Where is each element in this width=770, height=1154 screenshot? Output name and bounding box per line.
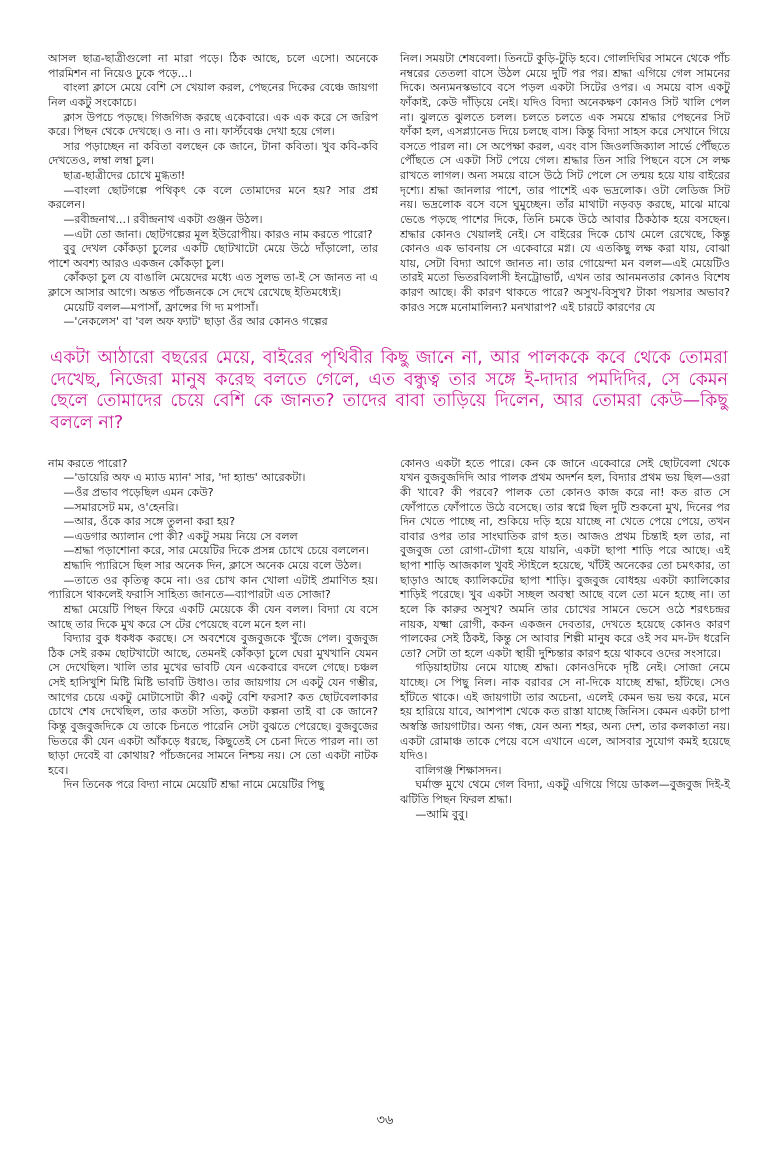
paragraph: নিল। সময়টা শেষবেলা। তিনটে কুড়ি-টুড়ি হবে। গোলদিঘির সামনে থেকে পাঁচ নম্বরের তেতলা বাসে উঠল মেয়ে দুটি পর পর। শ্রদ্ধা এগিয়ে গেল সামনের দিকে। অন্যমনস্কভাবে বসে পড়ল একটা সিটের ওপর। এ সময়ে বাস একটু ফাঁকাই, কেউ দাঁড়িয়ে নেই। যদিও বিদ্যা অনেকক্ষণ কোনও সিট খালি পেল না। ঝুলতে ঝুলতে চলল। চলতে চলতে এক সময়ে শ্রদ্ধার পেছনের সিট ফাঁকা হল, এসপ্ল্যানেড দিয়ে চলছে বাস। কিন্তু বিদ্যা সাহস করে সেখানে গিয়ে বসতে পারল না। সে অপেক্ষা করল, এবং বাস জিওলজিক্যাল সার্ভে পৌঁছতে পৌঁছতে সে একটা সিট পেয়ে গেল। শ্রদ্ধার তিন সারি পিছনে বসে সে লক্ষ রাখতে লাগল। অন্য সময়ে বাসে উঠে সিট পেলে সে তন্ময় হয়ে যায় বাইরের দৃশ্যে। শ্রদ্ধা জানলার পাশে, তার পাশেই এক ভদ্রলোক। ওটা লেডিজ সিট নয়। ভদ্রলোক বসে বসে ঘুমুচ্ছেন। তাঁর মাথাটা নড়বড় করছে, মাঝে মাঝে ভেঙে পড়ছে পাশের দিকে, তিনি চমকে উঠে আবার ঠিকঠাক হয়ে বসছেন। শ্রদ্ধার কোনও খেয়ালই নেই। সে বাইরের দিকে চোখ মেলে রেখেছে, কিন্তু কোনও এক ভাবনায় সে একেবারে মগ্ন। যে এতকিছু লক্ষ করা যায়, বোঝা যায়, সেটা বিদ্যা আগে জানত না। তার গোয়েন্দা মন বলল—এই মেয়েটিও তারই মতো ভিতরবিলাসী ইনট্রোভার্ট, এখন তার আনমনতার কোনও বিশেষ কারণ আছে। কী কারণ থাকতে পারে? অসুখ-বিসুখ? টাকা পয়সার অভাব? কারও সঙ্গে মনোমালিন্য? মনখারাপ? এই চারটে কারণের যে — [400, 52, 730, 314]
paragraph: —আমি বুবু। — [415, 807, 469, 821]
highlight-paragraph: একটা আঠারো বছরের মেয়ে, বাইরের পৃথিবীর কিছু জানে না, আর পালককে কবে থেকে তোমরা দেখেছ, নিজেরা মানুষ করেছ বলতে গেলে, এত বন্ধুত্ব তার সঙ্গে ই-দাদার পমদিদির, সে কেমন ছেলে তোমাদের চেয়ে বেশি কে জানত? তাদের বাবা তাড়িয়ে দিলেন, আর তোমরা কেউ—কিছু বললে না? — [50, 347, 728, 433]
paragraph: —শ্রদ্ধা পড়াশোনা করে, সার মেয়েটির দিকে প্রসন্ন চোখে চেয়ে বললেন। — [63, 544, 370, 558]
paragraph: বালিগঞ্জ শিক্ষাসদন। — [415, 763, 502, 777]
bottom-left-column — [48, 457, 378, 823]
paragraph: শ্রদ্ধাদি প্যারিসে ছিল সার অনেক দিন, ক্লাসে অনেক মেয়ে বলে উঠল। — [63, 559, 362, 572]
top-left-column — [48, 52, 378, 330]
paragraph: দিন তিনেক পরে বিদ্যা নামে মেয়েটি শ্রদ্ধা নামে মেয়েটির পিছু — [63, 778, 325, 792]
paragraph: —বাংলা ছোটগল্পে পথিকৃৎ কে বলে তোমাদের মনে হয়? সার প্রশ্ন করলেন। — [48, 183, 378, 212]
paragraph: কোনও একটা হতে পারে। কেন কে জানে একেবারে সেই ছোটবেলা থেকে যখন বুজবুজদিদি আর পালক প্রথম অদর্শন হল, বিদ্যার প্রথম ভয় ছিল—ওরা কী খাবে? কী পরবে? পালক তো কোনও কাজ করে না! কত রাত সে ফোঁপাতে ফোঁপাতে উঠে বসেছে। তার স্বপ্নে ছিল দুটি শুকনো মুখ, দিনের পর দিন খেতে পাচ্ছে না, শুকিয়ে দড়ি হয়ে যাচ্ছে না খেতে পেয়ে পেয়ে, তখন বাবার ওপর তার সাংঘাতিক রাগ হত। আজও প্রথম চিন্তাই হল তার, না বুজবুজ তো রোগা-টোগা হয়ে যায়নি, একটা ছাপা শাড়ি পরে আছে। এই ছাপা শাড়ি আজকাল খুবই স্টাইলে হয়েছে, খাঁটই অনেকের তো চমৎকার, তা ছাড়াও আছে ক্যালিকটের ছাপা শাড়ি। বুজবুজ বোধহয় একটা ক্যালিকোর শাড়িই পরেছে। খুব একটা সচ্ছল অবস্থা আছে বলে তো মনে হচ্ছে না। তা হলে কি কারুর অসুখ? অমনি তার চোখের সামনে ভেসে ওঠে শরৎচন্দ্রর নায়ক, যক্ষ্মা রোগী, ককন একজন দেবতার, দেখতে হয়েছে কোনও কারণ পালকের সেই ঠিকই, কিন্তু সে আবার শিল্পী মানুষ করে ওই সব মদ-টদ ধরেনি তো? সেটা তা হলে একটা স্থায়ী দুশ্চিন্তার কারণ হয়ে থাকবে ওদের সংসারে। — [400, 456, 730, 660]
paragraph: শ্রদ্ধা মেয়েটি পিছন ফিরে একটি মেয়েকে কী যেন বলল। বিদ্যা যে বসে আছে তার দিকে মুখ করে সে টের পেয়েছে বলে মনে হল না। — [48, 602, 378, 631]
paragraph: বাংলা ক্লাসে মেয়ে বেশি সে খেয়াল করল, পেছনের দিকের বেঞ্চে জায়গা নিল একটু সংকোচে। — [48, 81, 378, 109]
paragraph: কোঁকড়া চুল যে বাঙালি মেয়েদের মধ্যে এত সুলভ তা-ই সে জানত না এ ক্লাসে আসার আগে। অন্তত পাঁচজনকে সে দেখে রেখেছে ইতিমধ্যেই। — [48, 271, 378, 299]
paragraph: —তাতে ওর কৃতিত্ব কমে না। ওর চোখ কান খোলা এটাই প্রমাণিত হয়। প্যারিসে থাকলেই ফরাসি সাহিত্য জানতে—ব্যাপারটা এত সোজা? — [48, 573, 378, 602]
top-section — [48, 52, 730, 330]
paragraph: গড়িয়াহাটায় নেমে যাচ্ছে শ্রদ্ধা। কোনওদিকে দৃষ্টি নেই। সোজা নেমে যাচ্ছে। সে পিছু নিল। নাক বরাবর সে না-দিকে যাচ্ছে শ্রদ্ধা, হাঁটছে। সেও হাঁটতে থাকে। এই জায়গাটা তার অচেনা, এলেই কেমন ভয় ভয় করে, মনে হয় হারিয়ে যাবে, আশপাশ থেকে কত রাস্তা যাচ্ছে জিনিস। কেমন একটা চাপা অস্বস্তি জায়গাটার। অন্য গন্ধ, যেন অন্য শহর, অন্য দেশ, তার কলকাতা নয়। একটা রোমাঞ্চ তাকে পেয়ে বসে এখানে এলে, আসবার সুযোগ কমই হয়েছে যদিও। — [400, 661, 730, 763]
paragraph: ক্লাস উপচে পড়ছে। গিজগিজ করছে একেবারে। এক এক করে সে জরিপ করে। পিছন থেকে দেখছে। ও না। ও না। ফার্স্টবেঞ্চ দেখা হয়ে গেল। — [48, 110, 378, 139]
paragraph: নাম করতে পারো? — [48, 456, 128, 470]
paragraph: বুবু দেখল কোঁকড়া চুলের একটি ছোটখাটো মেয়ে উঠে দাঁড়ালো, তার পাশে অবশ্য আরও একজন কোঁকড়া চুল। — [48, 242, 378, 270]
paragraph: ঘর্মাক্ত মুখে থেমে গেল বিদ্যা, একটু এগিয়ে গিয়ে ডাকল—বুজবুজ দিই-ই ঝটিতি পিছন ফিরল শ্রদ্ধা। — [400, 778, 730, 806]
paragraph: মেয়েটি বলল—মপাসাঁ, ফ্রান্সের গি দ্য মপাসাঁ। — [63, 300, 259, 314]
paragraph: ছাত্র-ছাত্রীদের চোখে মুগ্ধতা! — [63, 169, 186, 182]
highlight-block — [48, 346, 730, 437]
paragraph: বিদ্যার বুক ধকধক করছে। সে অবশেষে বুজবুজকে খুঁজে পেল। বুজবুজ ঠিক সেই রকম ছোটখাটো আছে, তেমনই কোঁকড়া চুলে ঘেরা মুখখানি যেমন সে দেখেছিল। খালি তার মুখের ভাবটি যেন একেবারে বদলে গেছে। চঞ্চল সেই হাসিখুশি মিষ্টি মিষ্টি ভাবটি উধাও। তার জায়গায় সে একটু যেন গম্ভীর, আগের চেয়ে একটু মোটাসোটা কী? একটু বেশি ফরসা? কত ছোটবেলাকার চোখে শেষ দেখেছিল, তার কতটা সত্যি, কতটা কল্পনা তাই বা কে জানে? কিন্তু বুজবুজদিকে যে তাকে চিনতে পারেনি সেটা বুঝতে পেরেছে। বুজবুজের ভিতরে কী যেন একটা আঁকড়ে ধরছে, কিছুতেই সে চেনা দিতে পারল না। তা ছাড়া দেবেই বা কোথায়? পাঁচজনের সামনে নিশ্চয় নয়। সে তো একটা নাটক হবে। — [48, 632, 378, 777]
top-right-column — [400, 52, 730, 330]
paragraph: —সমারসেট মম, ও'হেনরি। — [63, 500, 179, 514]
paragraph: —এডগার অ্যালান পো কী? একটু সময় নিয়ে সে বলল — [63, 529, 298, 543]
paragraph: সার পড়াচ্ছেন না কবিতা বলছেন কে জানে, টানা কবিতা। খুব কবি-কবি দেখতেও, লম্বা লম্বা চুল। — [48, 139, 378, 168]
page-number: ৩৬ — [376, 1113, 394, 1128]
paragraph: আসল ছাত্র-ছাত্রীগুলো না মারা পড়ে। ঠিক আছে, চলে এসো। অনেকে পারমিশন না নিয়েও ঢুকে পড়ে...। — [48, 52, 378, 80]
paragraph: —'ডায়েরি অফ এ ম্যাড ম্যান' সার, 'দা হ্যান্ড' আরেকটা। — [63, 471, 306, 485]
paragraph: —এটা তো জানা। ছোটগল্পের মূল ইউরোপীয়। কারও নাম করতে পারো? — [63, 227, 373, 241]
paragraph: —আর, ওঁকে কার সঙ্গে তুলনা করা হয়? — [63, 515, 236, 529]
paragraph: —ওঁর প্রভাব পড়েছিল এমন কেউ? — [63, 485, 214, 499]
bottom-section — [48, 457, 730, 823]
paragraph: —রবীন্দ্রনাথ...। রবীন্দ্রনাথ একটা গুঞ্জন উঠল। — [63, 212, 263, 226]
paragraph: —'নেকলেস' বা 'বল অফ ফ্যাট' ছাড়া ওঁর আর কোনও গল্পের — [63, 315, 328, 329]
bottom-right-column — [400, 457, 730, 823]
